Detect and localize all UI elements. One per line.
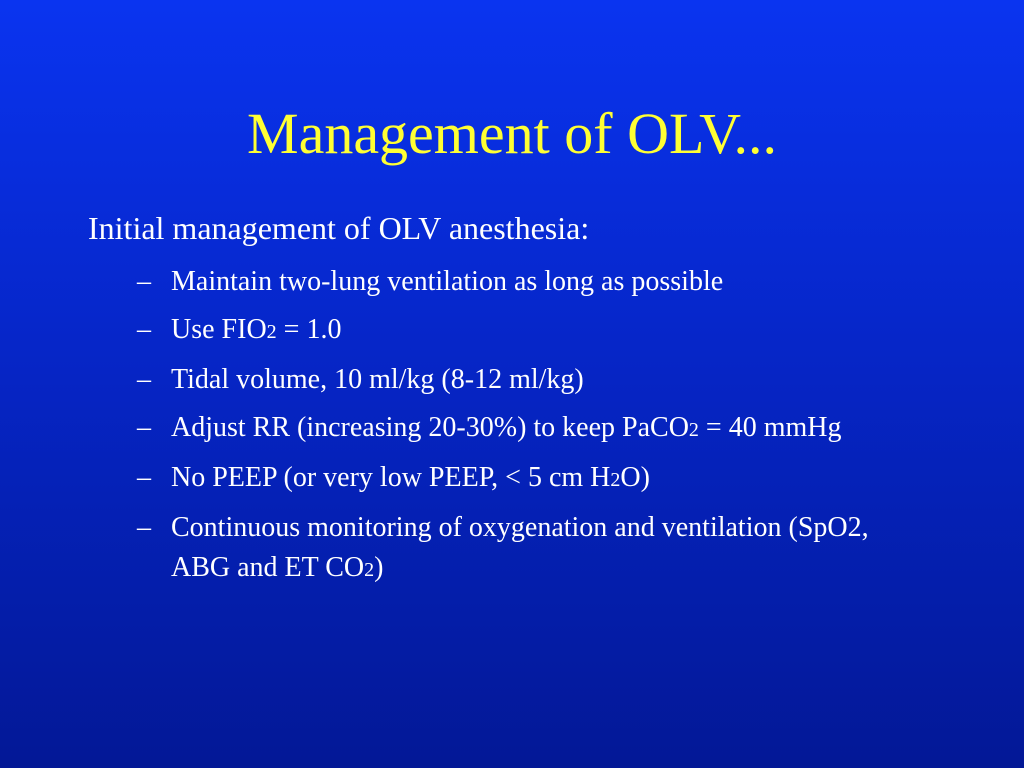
bullet-text: Maintain two-lung ventilation as long as possible [171,266,724,297]
subscript: 2 [688,419,699,441]
bullet-text: Use FIO [171,314,267,345]
bullet-text-tail: = 1.0 [276,314,342,345]
bullet-dash: – [137,266,151,297]
bullet-text: Continuous monitoring of oxygenation and ventilation (SpO2, ABG and ET CO [171,512,869,583]
bullet-item [0,262,1024,302]
intro-text: Initial management of OLV anesthesia: [88,210,590,246]
bullet-list [0,262,1024,598]
bullet-dash: – [137,512,151,543]
bullet-text-tail: O) [620,462,650,493]
bullet-dash: – [137,412,151,443]
bullet-item [0,508,1024,590]
bullet-item [0,458,1024,500]
slide-title: Management of OLV... [247,101,777,166]
subscript: 2 [610,469,621,491]
bullet-text-tail: = 40 mmHg [698,412,842,443]
bullet-text: Adjust RR (increasing 20-30%) to keep PaCO [171,412,689,443]
bullet-text-tail: ) [374,552,384,583]
bullet-text: Tidal volume, 10 ml/kg (8-12 ml/kg) [171,364,584,395]
subscript: 2 [266,321,277,343]
bullet-dash: – [137,462,151,493]
bullet-item [0,360,1024,400]
bullet-item [0,310,1024,352]
bullet-dash: – [137,314,151,345]
subscript: 2 [364,559,375,581]
bullet-item [0,408,1024,450]
bullet-dash: – [137,364,151,395]
bullet-text: No PEEP (or very low PEEP, < 5 cm H [171,462,611,493]
